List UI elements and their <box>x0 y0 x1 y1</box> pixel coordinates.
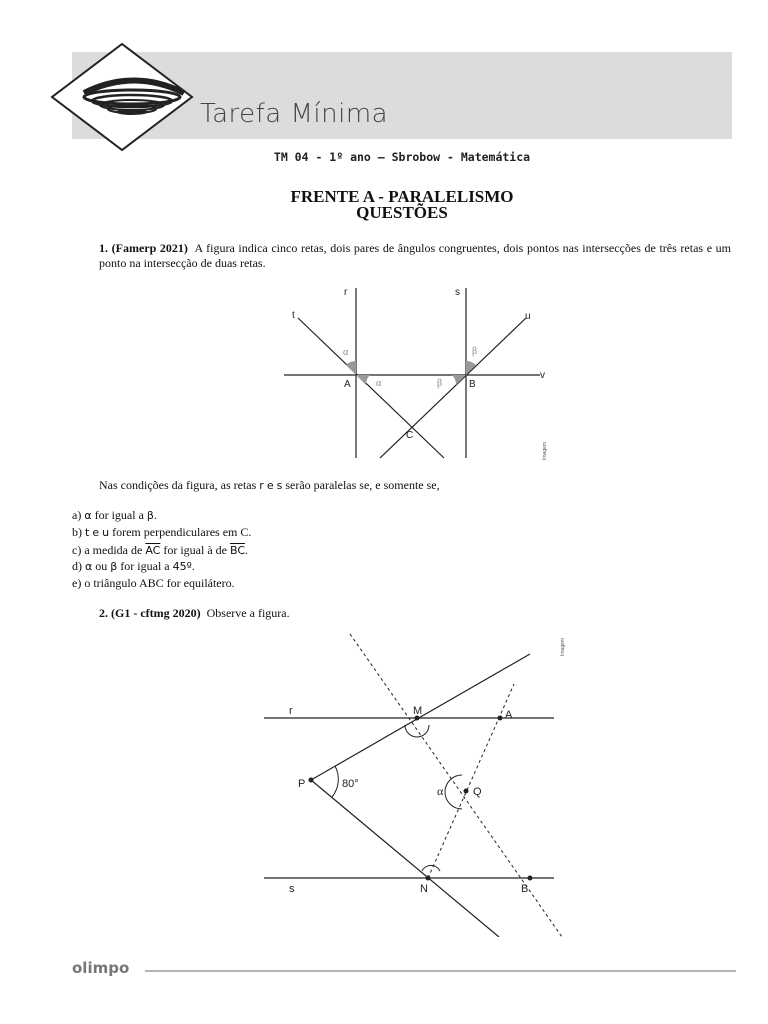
question-2 <box>99 606 290 621</box>
fig1-angle-label: β <box>437 378 443 389</box>
option-text: . <box>245 543 249 557</box>
option-e <box>72 576 235 591</box>
option-text: for igual a <box>94 508 144 522</box>
question-1-number: 1. (Famerp 2021) <box>99 241 188 255</box>
option-text: o triângulo ABC for equilátero. <box>84 576 235 590</box>
fig2-angle-value: 80° <box>342 778 359 790</box>
condition-text: serão paralelas se, e somente se, <box>285 478 440 492</box>
option-d <box>72 559 195 574</box>
option-text: forem perpendiculares em C. <box>112 525 252 539</box>
brand-logo <box>0 0 200 160</box>
fig1-line-label: t <box>292 310 295 321</box>
option-text: . <box>153 508 157 522</box>
option-segment: $\overline{BC}$ <box>229 544 246 557</box>
option-segment: $\overline{AC}$ <box>145 544 161 557</box>
option-letter: c) <box>72 543 82 557</box>
condition-text: Nas condições da figura, as retas <box>99 478 257 492</box>
fig1-point-label: C <box>406 430 414 441</box>
option-letter: e) <box>72 576 82 590</box>
option-symbol: α <box>85 560 93 573</box>
figure-2 <box>262 632 572 937</box>
fig1-line-label: u <box>525 311 531 322</box>
option-value: 45º <box>172 560 192 573</box>
fig1-line-label: v <box>540 370 545 381</box>
section-heading: FRENTE A - PARALELISMO <box>290 187 514 206</box>
question-1-condition <box>99 478 440 493</box>
option-symbol: e <box>92 526 100 539</box>
option-symbol: α <box>84 509 92 522</box>
fig1-angle-label: α <box>376 378 382 389</box>
fig2-line-label: r <box>289 705 293 717</box>
subtitle: TM 04 - 1º ano – Sbrobow - Matemática <box>273 150 531 164</box>
option-text: a medida de <box>84 543 143 557</box>
option-letter: b) <box>72 525 82 539</box>
option-text: for igual a <box>120 559 170 573</box>
option-symbol: u <box>102 526 110 539</box>
option-text: ou <box>95 559 108 573</box>
option-letter: d) <box>72 559 82 573</box>
fig2-credit: Imagem <box>560 637 566 656</box>
question-2-number: 2. (G1 - cftmg 2020) <box>99 606 201 620</box>
option-symbol: β <box>110 560 118 573</box>
figure-1 <box>284 282 560 468</box>
fig2-point-label: B <box>521 883 529 895</box>
brand-title: Tarefa Mínima <box>200 99 389 129</box>
fig1-credit: Imagem <box>542 441 548 460</box>
fig1-point-label: B <box>469 379 476 390</box>
fig2-angle-label: α <box>437 784 444 798</box>
fig1-point-label: A <box>344 379 351 390</box>
option-text: for igual à de <box>163 543 227 557</box>
fig2-point-label: A <box>505 709 513 721</box>
section-subheading: QUESTÕES <box>356 203 448 222</box>
fig2-point-label: Q <box>473 786 482 798</box>
fig2-point-label: M <box>413 705 423 717</box>
fig1-line-label: s <box>455 287 460 298</box>
option-a <box>72 508 157 523</box>
question-1 <box>99 241 731 271</box>
condition-line-s: s <box>276 479 283 492</box>
fig2-line-label: s <box>289 883 295 895</box>
option-b <box>72 525 251 540</box>
question-1-text: A figura indica cinco retas, dois pares de ângulos congruentes, dois pontos nas intersecções de três retas e um ponto na intersecção de duas retas. <box>99 241 731 270</box>
condition-conjunction: e <box>266 479 274 492</box>
footer-divider <box>145 970 736 972</box>
condition-line-r: r <box>259 479 264 492</box>
fig2-point-label: P <box>298 778 306 790</box>
fig1-angle-label: α <box>343 347 349 358</box>
footer-brand: olimpo <box>72 959 130 977</box>
option-symbol: β <box>146 509 154 522</box>
option-letter: a) <box>72 508 82 522</box>
option-c <box>72 543 248 558</box>
fig1-line-label: r <box>344 287 348 298</box>
option-text: . <box>191 559 195 573</box>
option-symbol: t <box>85 526 90 539</box>
fig1-angle-label: β <box>472 346 478 357</box>
fig2-point-label: N <box>420 883 428 895</box>
question-2-text: Observe a figura. <box>206 606 290 620</box>
